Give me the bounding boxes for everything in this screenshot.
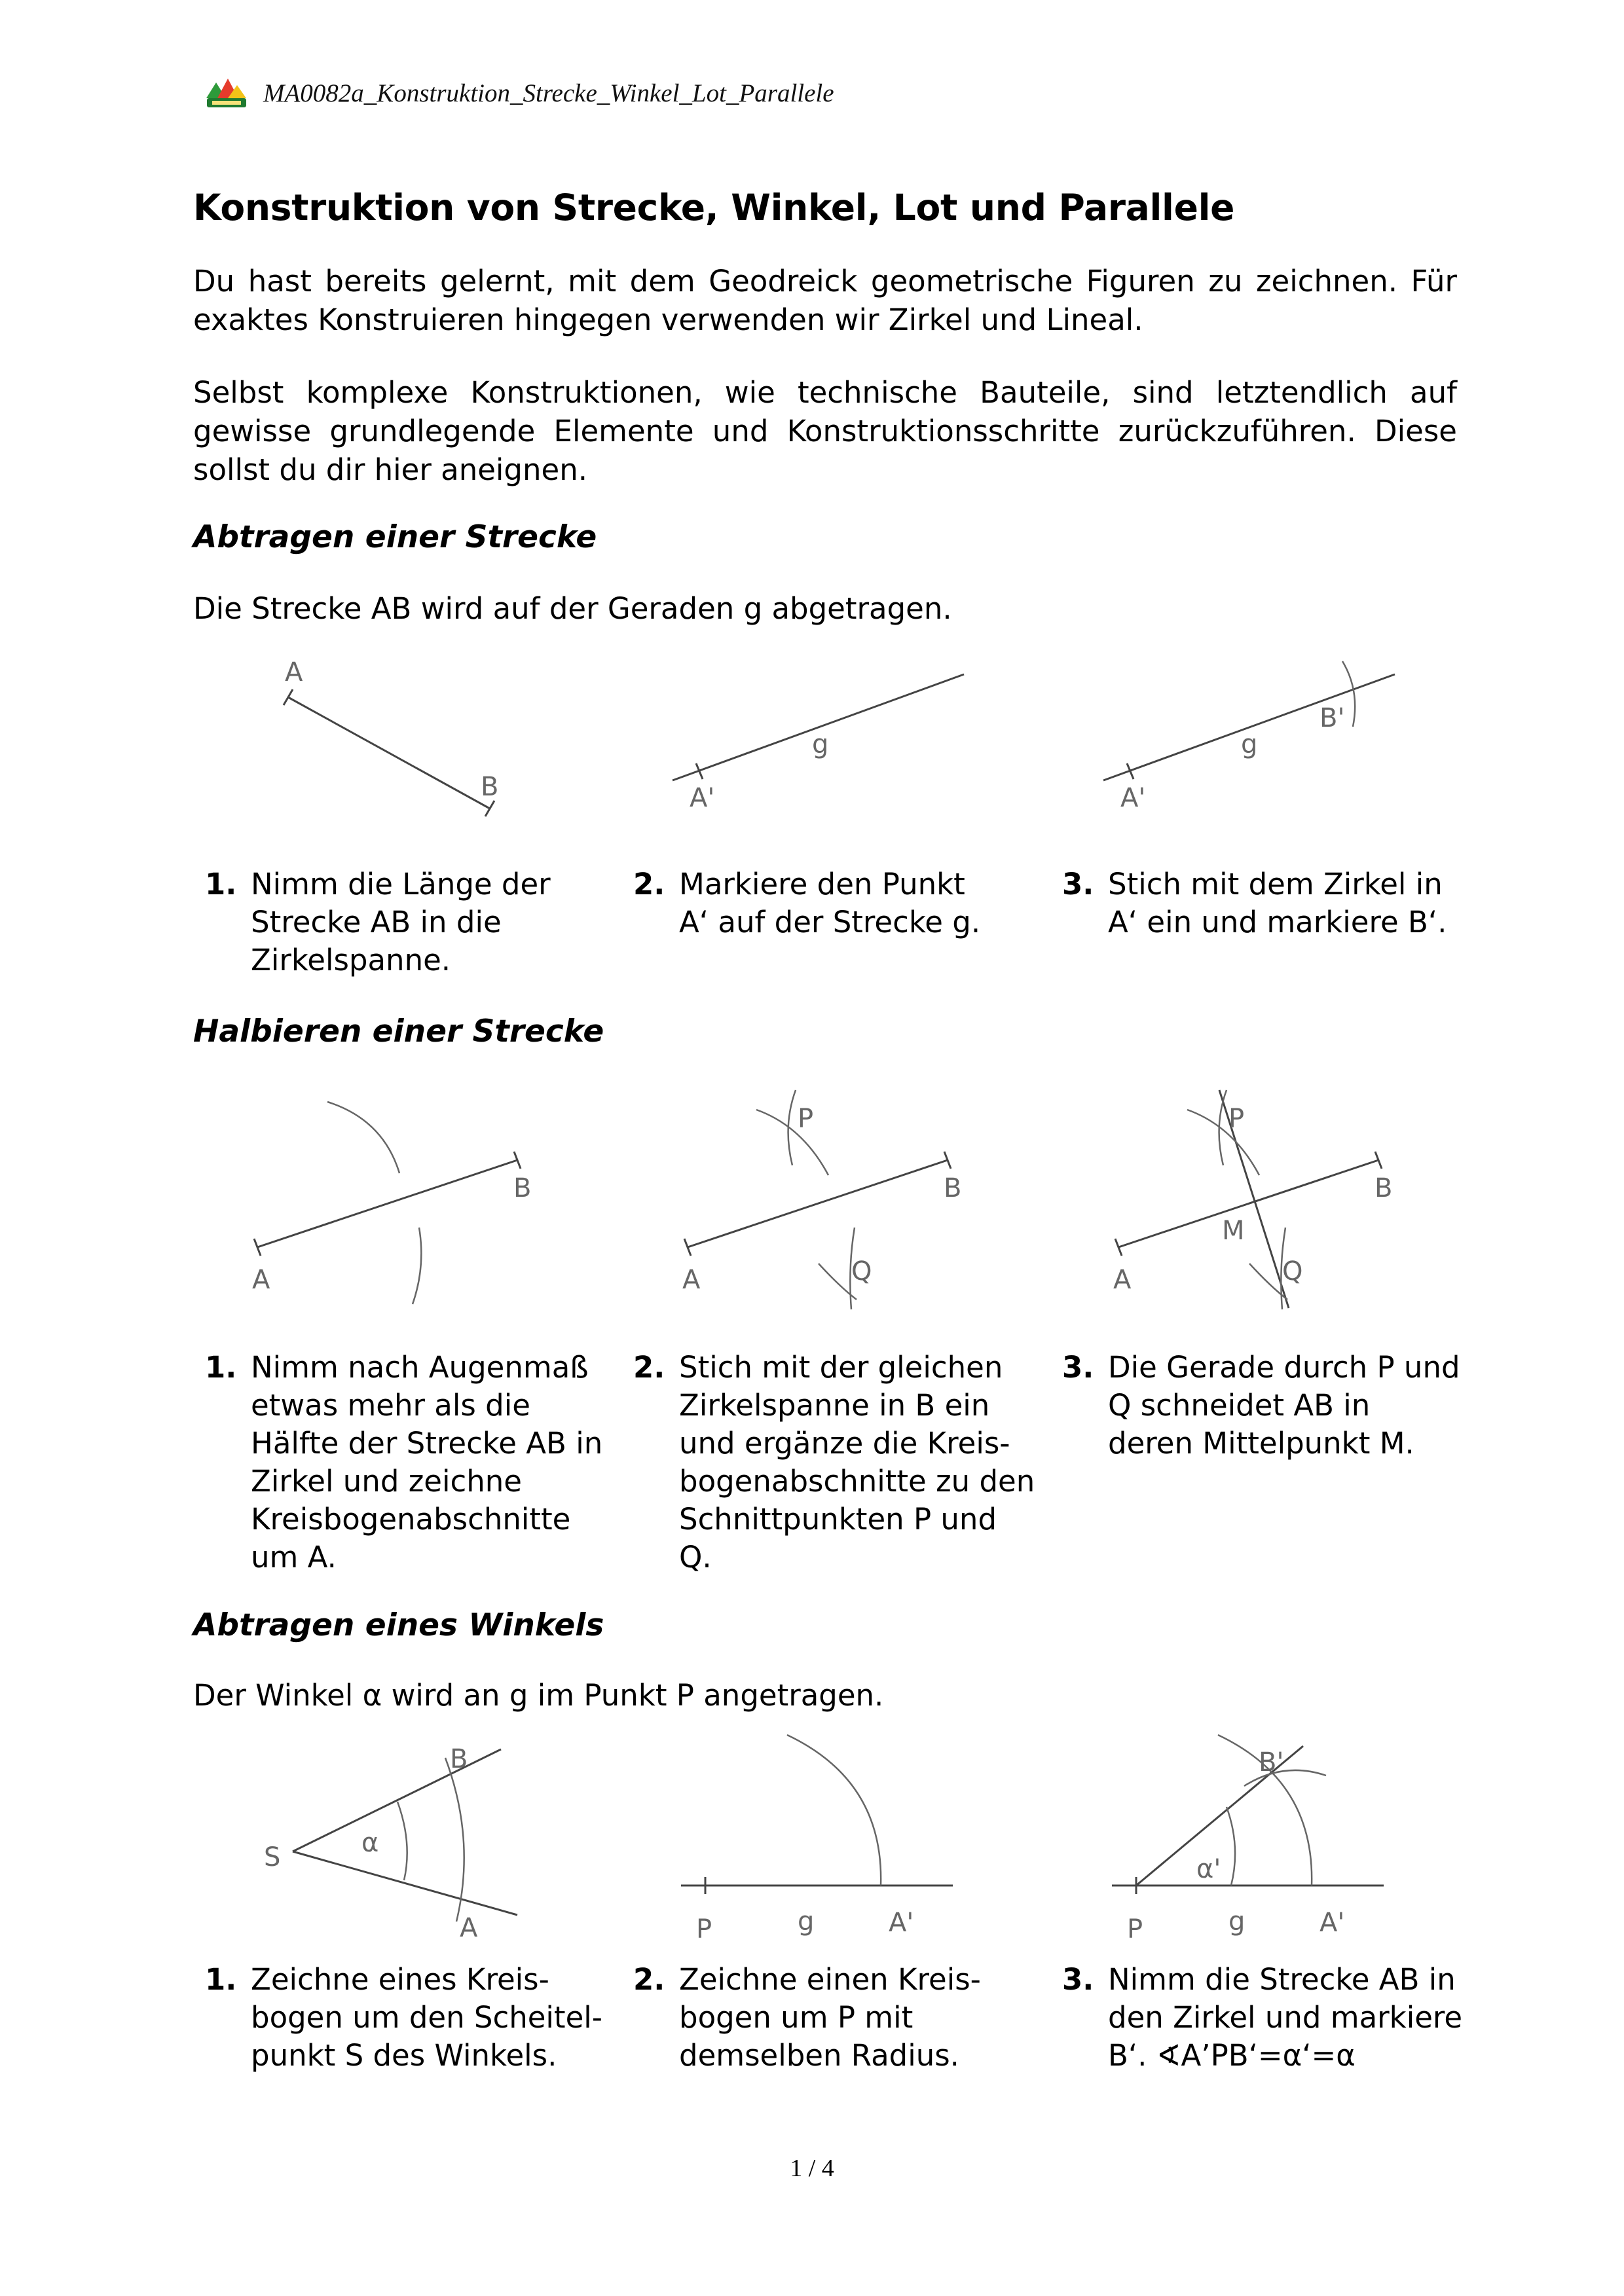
step-number: 2. xyxy=(633,1962,665,1997)
label-b-prime: B' xyxy=(1320,703,1345,733)
step-text: Die Gerade durch P und Q schneidet AB in deren Mittelpunkt M. xyxy=(1108,1350,1460,1461)
intro-paragraph-1: Du hast bereits gelernt, mit dem Geodreick geometrische Figuren zu zeichnen. Für exaktes Konstruieren hingegen verwenden wir Zirkel und Lineal. xyxy=(193,264,1457,337)
step-number: 3. xyxy=(1062,1962,1094,1997)
label-b-3: B xyxy=(1375,1173,1393,1203)
section-sentence-winkel: Der Winkel α wird an g im Punkt P angetragen. xyxy=(193,1678,884,1713)
label-a: A xyxy=(252,1265,270,1295)
label-a-2: A xyxy=(682,1265,701,1295)
label-alpha: α xyxy=(361,1828,379,1858)
section-sentence-strecke: Die Strecke AB wird auf der Geraden g abgetragen. xyxy=(193,591,952,626)
label-a-prime: A' xyxy=(889,1908,914,1938)
step-text: Stich mit dem Zirkel in A‘ ein und markiere B‘. xyxy=(1108,867,1447,939)
arc-alpha xyxy=(397,1802,407,1880)
label-a-prime-3: A' xyxy=(1120,783,1146,813)
step-text: Nimm nach Augenmaß etwas mehr als die Hälfte der Strecke AB in Zirkel und zeichne Kreisbogenabschnitte um A. xyxy=(251,1350,603,1575)
arc-alpha-prime xyxy=(1227,1807,1235,1886)
step-number: 2. xyxy=(633,1350,665,1385)
label-b: B xyxy=(513,1173,532,1203)
label-b-2: B xyxy=(944,1173,962,1203)
label-b: B xyxy=(481,772,499,802)
label-a: A xyxy=(285,657,303,687)
step-number: 2. xyxy=(633,867,665,902)
label-p-3: P xyxy=(1228,1104,1245,1134)
step-text: Nimm die Strecke AB in den Zirkel und markiere B‘. ∢A’PB‘=α‘=α xyxy=(1108,1962,1463,2073)
intro-paragraph-2: Selbst komplexe Konstruktionen, wie technische Bauteile, sind letztendlich auf gewisse grundlegende Elemente und Konstruktionsschritte zurückzuführen. Diese sollst du dir hier aneignen. xyxy=(193,375,1457,487)
section-heading-halbieren-strecke: Halbieren einer Strecke xyxy=(193,1013,604,1049)
label-a-prime-3: A' xyxy=(1320,1908,1345,1938)
label-g: g xyxy=(812,729,829,759)
step-number: 1. xyxy=(205,1350,237,1385)
step-text: Zeichne einen Kreis- bogen um P mit demselben Radius. xyxy=(679,1962,981,2073)
arc-p xyxy=(787,1735,881,1886)
ray-sb xyxy=(293,1749,501,1851)
label-a: A xyxy=(460,1913,478,1943)
section-heading-abtragen-winkel: Abtragen eines Winkels xyxy=(193,1607,604,1643)
page-number: 1 / 4 xyxy=(790,2155,834,2182)
label-q-3: Q xyxy=(1282,1256,1303,1286)
label-s: S xyxy=(264,1842,281,1872)
step-text: Stich mit der gleichen Zirkelspanne in B ein und ergänze die Kreis- bogenabschnitte zu den Schnittpunkten P und Q. xyxy=(679,1350,1035,1575)
label-p: P xyxy=(798,1104,814,1134)
label-p: P xyxy=(696,1914,712,1944)
label-a-3: A xyxy=(1113,1265,1132,1295)
label-q: Q xyxy=(851,1256,872,1286)
section-heading-abtragen-strecke: Abtragen einer Strecke xyxy=(193,519,597,555)
step-text: Nimm die Länge der Strecke AB in die Zirkelspanne. xyxy=(251,867,551,977)
page-title: Konstruktion von Strecke, Winkel, Lot und Parallele xyxy=(193,187,1235,228)
label-g: g xyxy=(798,1906,815,1937)
label-g-3: g xyxy=(1228,1906,1246,1937)
ray-sa xyxy=(293,1851,517,1915)
label-m: M xyxy=(1222,1216,1245,1246)
step-number: 1. xyxy=(205,867,237,902)
step-text: Markiere den Punkt A‘ auf der Strecke g. xyxy=(679,867,981,939)
label-b: B xyxy=(450,1744,468,1774)
step-text: Zeichne eines Kreis- bogen um den Scheitel- punkt S des Winkels. xyxy=(251,1962,602,2073)
label-alpha-prime: α' xyxy=(1196,1854,1221,1884)
arc-b-prime xyxy=(1244,1770,1326,1786)
step-number: 3. xyxy=(1062,867,1094,902)
label-b-prime: B' xyxy=(1259,1747,1284,1777)
step-number: 1. xyxy=(205,1962,237,1997)
label-p-3: P xyxy=(1127,1914,1143,1944)
label-g-3: g xyxy=(1241,729,1258,759)
header-filename: MA0082a_Konstruktion_Strecke_Winkel_Lot_Parallele xyxy=(263,79,834,107)
step-number: 3. xyxy=(1062,1350,1094,1385)
label-a-prime: A' xyxy=(690,783,715,813)
